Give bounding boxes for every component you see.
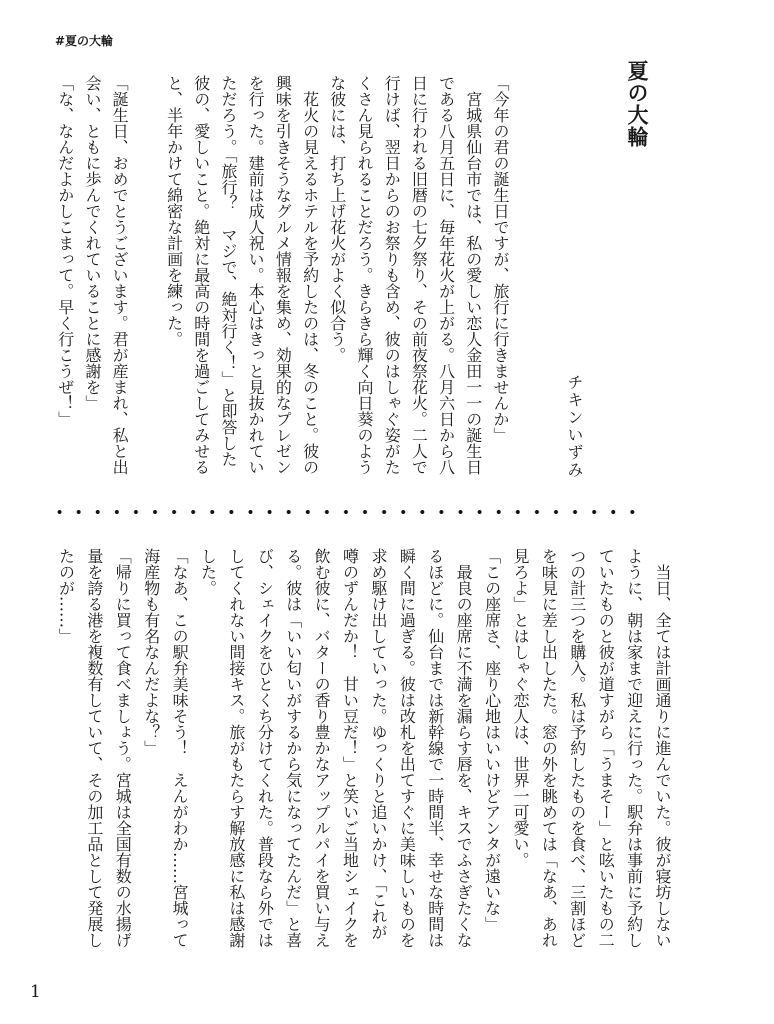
text-line: 花火の見えるホテルを予約したのは、冬のこと。彼の	[300, 75, 320, 475]
text-line: した。	[198, 548, 218, 596]
text-line: 噂のずんだか！ 甘い豆だ！」と笑いご当地シェイクを	[340, 548, 360, 948]
author-name: チキンいずみ	[565, 374, 584, 479]
text-line: 「この座席さ、座り心地はいいけどアンタが遠いな」	[482, 548, 502, 932]
text-line: 海産物も有名なんだよな？」	[141, 548, 161, 756]
text-line: と、半年かけて綿密な計画を練った。	[164, 75, 184, 347]
text-line: ていたものと彼が道すがら「うまそー」と呟いたもの二	[596, 548, 616, 948]
text-line: 「誕生日、おめでとうございます。君が産まれ、私と出	[110, 75, 130, 475]
text-line: 「な、なんだよかしこまって。早く行こうぜ！」	[55, 75, 75, 427]
text-line: 当日、全ては計画通りに進んでいた。彼が寝坊しない	[653, 548, 672, 948]
text-line: 宮城県仙台市では、私の愛しい恋人金田一一の誕生日	[463, 75, 483, 475]
text-line: たのが……」	[56, 548, 76, 644]
text-line: 「帰りに買って食べましょう。宮城は全国有数の水揚げ	[113, 548, 133, 948]
text-line: な彼には、打ち上げ花火がよく似合う。	[327, 75, 347, 363]
bottom-text-block	[51, 548, 676, 948]
dotted-divider	[50, 509, 644, 515]
text-line: 量を誇る港を複数有していて、その加工品として発展し	[84, 548, 104, 948]
text-line: を行った。建前は成人祝い。本心はきっと見抜かれてい	[246, 75, 266, 475]
text-line: 興味を引きそうなグルメ情報を集め、効果的なプレゼン	[273, 75, 293, 475]
text-line: である八月五日に、毎年花火が上がる。八月六日から八	[436, 75, 456, 475]
text-line: 「今年の君の誕生日ですが、旅行に行きませんか」	[491, 75, 510, 443]
story-title: 夏の大輪	[625, 60, 649, 148]
text-line: 会い、ともに歩んでくれていることに感謝を」	[82, 75, 102, 411]
text-line: つの計三つを購入。私は予約したものを食べ、三割ほど	[567, 548, 587, 948]
text-line: くさん見られることだろう。きらきら輝く向日葵のよう	[354, 75, 374, 475]
text-line: 日に行われる旧暦の七夕祭り、その前夜祭花火。二人で	[409, 75, 429, 475]
text-line: び、シェイクをひとくち分けてくれた。普段なら外では	[255, 548, 275, 948]
text-line: 飲む彼に、バターの香り豊かなアップルパイを買い与え	[312, 548, 332, 948]
text-line: る。彼は「いい匂いがするから気になってたんだ」と喜	[283, 548, 303, 948]
header-label: #夏の大輪	[55, 34, 114, 48]
text-line: してくれない間接キス。旅がもたらす解放感に私は感謝	[226, 548, 246, 948]
text-line	[133, 75, 160, 475]
text-line: 求め駆け出していった。ゆっくりと追いかけ、「これが	[368, 548, 388, 940]
text-line: 彼の、愛しいこと。絶対に最高の時間を過ごしてみせる	[191, 75, 211, 475]
text-line: ただろう。「旅行？ マジで、絶対行く！」と即答した	[218, 75, 238, 467]
text-line: 瞬く間に過ぎる。彼は改札を出てすぐに美味しいものを	[397, 548, 417, 948]
text-line: 見ろよ」とはしゃぐ恋人は、世界一可愛い。	[510, 548, 530, 868]
text-line: 行けば、翌日からのお祭りも含め、彼のはしゃぐ姿がた	[382, 75, 402, 475]
text-line: 「なあ、この駅弁美味そう！ えんがわか……宮城って	[170, 548, 190, 948]
text-line: るほどに。仙台までは新幹線で一時間半、幸せな時間は	[425, 548, 445, 948]
text-line: ように、朝は家まで迎えに行った。駅弁は事前に予約し	[624, 548, 644, 948]
text-line: を味見に差し出したた。窓の外を眺めては「なあ、あれ	[539, 548, 559, 948]
top-text-block	[52, 75, 514, 475]
text-line: 最良の座席に不満を漏らす唇を、キスでふさぎたくな	[454, 548, 474, 948]
page-number: 1	[30, 982, 41, 1002]
